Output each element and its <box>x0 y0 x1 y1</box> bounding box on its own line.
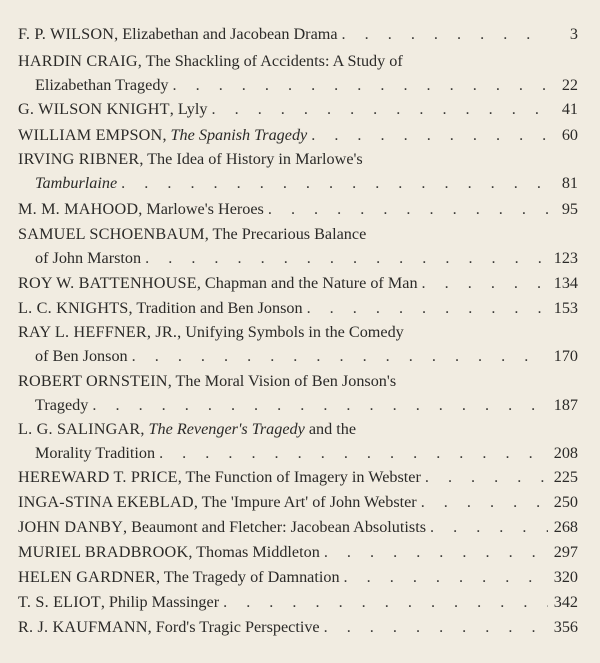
toc-page-number: 41 <box>561 100 578 118</box>
toc-author: L. G. SALINGAR <box>18 420 141 438</box>
toc-title: Tradition and Ben Jonson <box>136 299 303 317</box>
toc-entry: ROY W. BATTENHOUSE, Chapman and the Nature of Man . . . 134 <box>18 271 578 295</box>
toc-entry: M. M. MAHOOD, Marlowe's Heroes . . . 95 <box>18 197 578 221</box>
toc-page-number: 225 <box>553 468 578 486</box>
toc-page-number: 297 <box>553 543 578 561</box>
leader-dots <box>421 490 548 514</box>
toc-page-number: 134 <box>553 274 578 292</box>
leader-dots <box>342 22 550 46</box>
leader-dots <box>268 197 550 221</box>
leader-dots <box>92 393 547 417</box>
toc-author: F. P. WILSON <box>18 25 115 43</box>
toc-entry: JOHN DANBY, Beaumont and Fletcher: Jacobean Absolutists . . . 268 <box>18 515 578 539</box>
toc-author: INGA-STINA EKEBLAD <box>18 493 194 511</box>
leader-dots <box>324 615 548 639</box>
toc-author: HELEN GARDNER <box>18 568 156 586</box>
toc-entry: R. J. KAUFMANN, Ford's Tragic Perspective . . . 356 <box>18 615 578 639</box>
toc-title-continued: Morality Tradition <box>35 444 156 462</box>
toc-page-number: 95 <box>561 200 578 218</box>
toc-title: The Idea of History in Marlowe's <box>147 150 363 168</box>
toc-title: The Tragedy of Damnation <box>163 568 340 586</box>
toc-page-number: 170 <box>553 347 578 365</box>
leader-dots <box>344 565 548 589</box>
toc-title: Elizabethan and Jacobean Drama <box>122 25 338 43</box>
toc-author: SAMUEL SCHOENBAUM <box>18 225 205 243</box>
toc-entry: RAY L. HEFFNER, JR., Unifying Symbols in the Comedy of Ben Jonson . . . 170 <box>18 320 578 368</box>
toc-entry: INGA-STINA EKEBLAD, The 'Impure Art' of John Webster . . . 250 <box>18 490 578 514</box>
leader-dots <box>132 344 548 368</box>
toc-title: Thomas Middleton <box>196 543 320 561</box>
toc-entry: G. WILSON KNIGHT, Lyly . . . 41 <box>18 97 578 121</box>
toc-entry: L. G. SALINGAR, The Revenger's Tragedy and the Morality Tradition . . . 208 <box>18 417 578 465</box>
leader-dots <box>145 246 548 270</box>
toc-title: Chapman and the Nature of Man <box>204 274 418 292</box>
leader-dots <box>430 515 548 539</box>
toc-entry: ROBERT ORNSTEIN, The Moral Vision of Ben Jonson's Tragedy . . . 187 <box>18 369 578 417</box>
leader-dots <box>159 441 548 465</box>
toc-entry: T. S. ELIOT, Philip Massinger . . . 342 <box>18 590 578 614</box>
toc-entry: IRVING RIBNER, The Idea of History in Marlowe's Tamburlaine . . . 81 <box>18 147 578 195</box>
toc-page-number: 250 <box>553 493 578 511</box>
toc-title-continued: of John Marston <box>35 249 142 267</box>
toc-title: Lyly <box>177 100 208 118</box>
toc-page-number: 356 <box>553 618 578 636</box>
leader-dots <box>307 296 548 320</box>
toc-title: Beaumont and Fletcher: Jacobean Absolutists <box>131 518 426 536</box>
toc-title-continued: of Ben Jonson <box>35 347 128 365</box>
toc-page-number: 208 <box>553 444 578 462</box>
toc-page-number: 22 <box>561 76 578 94</box>
toc-author: HARDIN CRAIG <box>18 52 138 70</box>
leader-dots <box>173 73 550 97</box>
toc-title: Marlowe's Heroes <box>146 200 264 218</box>
toc-title: The Function of Imagery in Webster <box>185 468 421 486</box>
toc-entry: L. C. KNIGHTS, Tradition and Ben Jonson . . . 153 <box>18 296 578 320</box>
toc-title: Unifying Symbols in the Comedy <box>185 323 404 341</box>
toc-author: MURIEL BRADBROOK <box>18 543 189 561</box>
leader-dots <box>212 97 551 121</box>
toc-title: The Precarious Balance <box>212 225 367 243</box>
toc-author: JOHN DANBY <box>18 518 123 536</box>
toc-page-number: 81 <box>561 174 578 192</box>
toc-title: Ford's Tragic Perspective <box>155 618 320 636</box>
toc-author: IRVING RIBNER <box>18 150 140 168</box>
toc-page-number: 342 <box>553 593 578 611</box>
toc-title: The Revenger's Tragedy <box>148 420 305 438</box>
toc-page-number: 153 <box>553 299 578 317</box>
toc-author: ROY W. BATTENHOUSE <box>18 274 197 292</box>
leader-dots <box>223 590 548 614</box>
toc-entry: MURIEL BRADBROOK, Thomas Middleton . . . 297 <box>18 540 578 564</box>
toc-title: The Spanish Tragedy <box>170 126 308 144</box>
toc-title: The Moral Vision of Ben Jonson's <box>175 372 397 390</box>
toc-author: RAY L. HEFFNER, JR. <box>18 323 178 341</box>
toc-author: ROBERT ORNSTEIN <box>18 372 168 390</box>
toc-page-number: 187 <box>553 396 578 414</box>
toc-title: The Shackling of Accidents: A Study of <box>145 52 403 70</box>
toc-title-suffix: and the <box>304 420 357 438</box>
toc-author: HEREWARD T. PRICE <box>18 468 178 486</box>
toc-page-number: 3 <box>569 25 578 43</box>
toc-author: R. J. KAUFMANN <box>18 618 148 636</box>
toc-entry: HELEN GARDNER, The Tragedy of Damnation . . . 320 <box>18 565 578 589</box>
toc-author: T. S. ELIOT <box>18 593 101 611</box>
toc-title-continued: Tamburlaine <box>35 174 118 192</box>
toc-page-number: 268 <box>553 518 578 536</box>
leader-dots <box>425 465 548 489</box>
toc-title-continued: Elizabethan Tragedy <box>35 76 169 94</box>
toc-title: The 'Impure Art' of John Webster <box>201 493 417 511</box>
toc-title: Philip Massinger <box>108 593 220 611</box>
toc-author: G. WILSON KNIGHT <box>18 100 170 118</box>
leader-dots <box>311 123 550 147</box>
toc-page-number: 60 <box>561 126 578 144</box>
toc-entry: WILLIAM EMPSON, The Spanish Tragedy . . . 60 <box>18 123 578 147</box>
toc-author: WILLIAM EMPSON <box>18 126 163 144</box>
toc-author: L. C. KNIGHTS <box>18 299 129 317</box>
toc-entry: HARDIN CRAIG, The Shackling of Accidents: A Study of Elizabethan Tragedy . . . 22 <box>18 49 578 97</box>
toc-page-number: 123 <box>553 249 578 267</box>
toc-author: M. M. MAHOOD <box>18 200 139 218</box>
toc-page-number: 320 <box>553 568 578 586</box>
leader-dots <box>324 540 548 564</box>
leader-dots <box>121 171 550 195</box>
toc-entry: HEREWARD T. PRICE, The Function of Imagery in Webster . . . 225 <box>18 465 578 489</box>
toc-entry: SAMUEL SCHOENBAUM, The Precarious Balance of John Marston . . . 123 <box>18 222 578 270</box>
toc-title-continued: Tragedy <box>35 396 89 414</box>
leader-dots <box>422 271 548 295</box>
toc-entry: F. P. WILSON, Elizabethan and Jacobean Drama . . . 3 <box>18 22 578 46</box>
